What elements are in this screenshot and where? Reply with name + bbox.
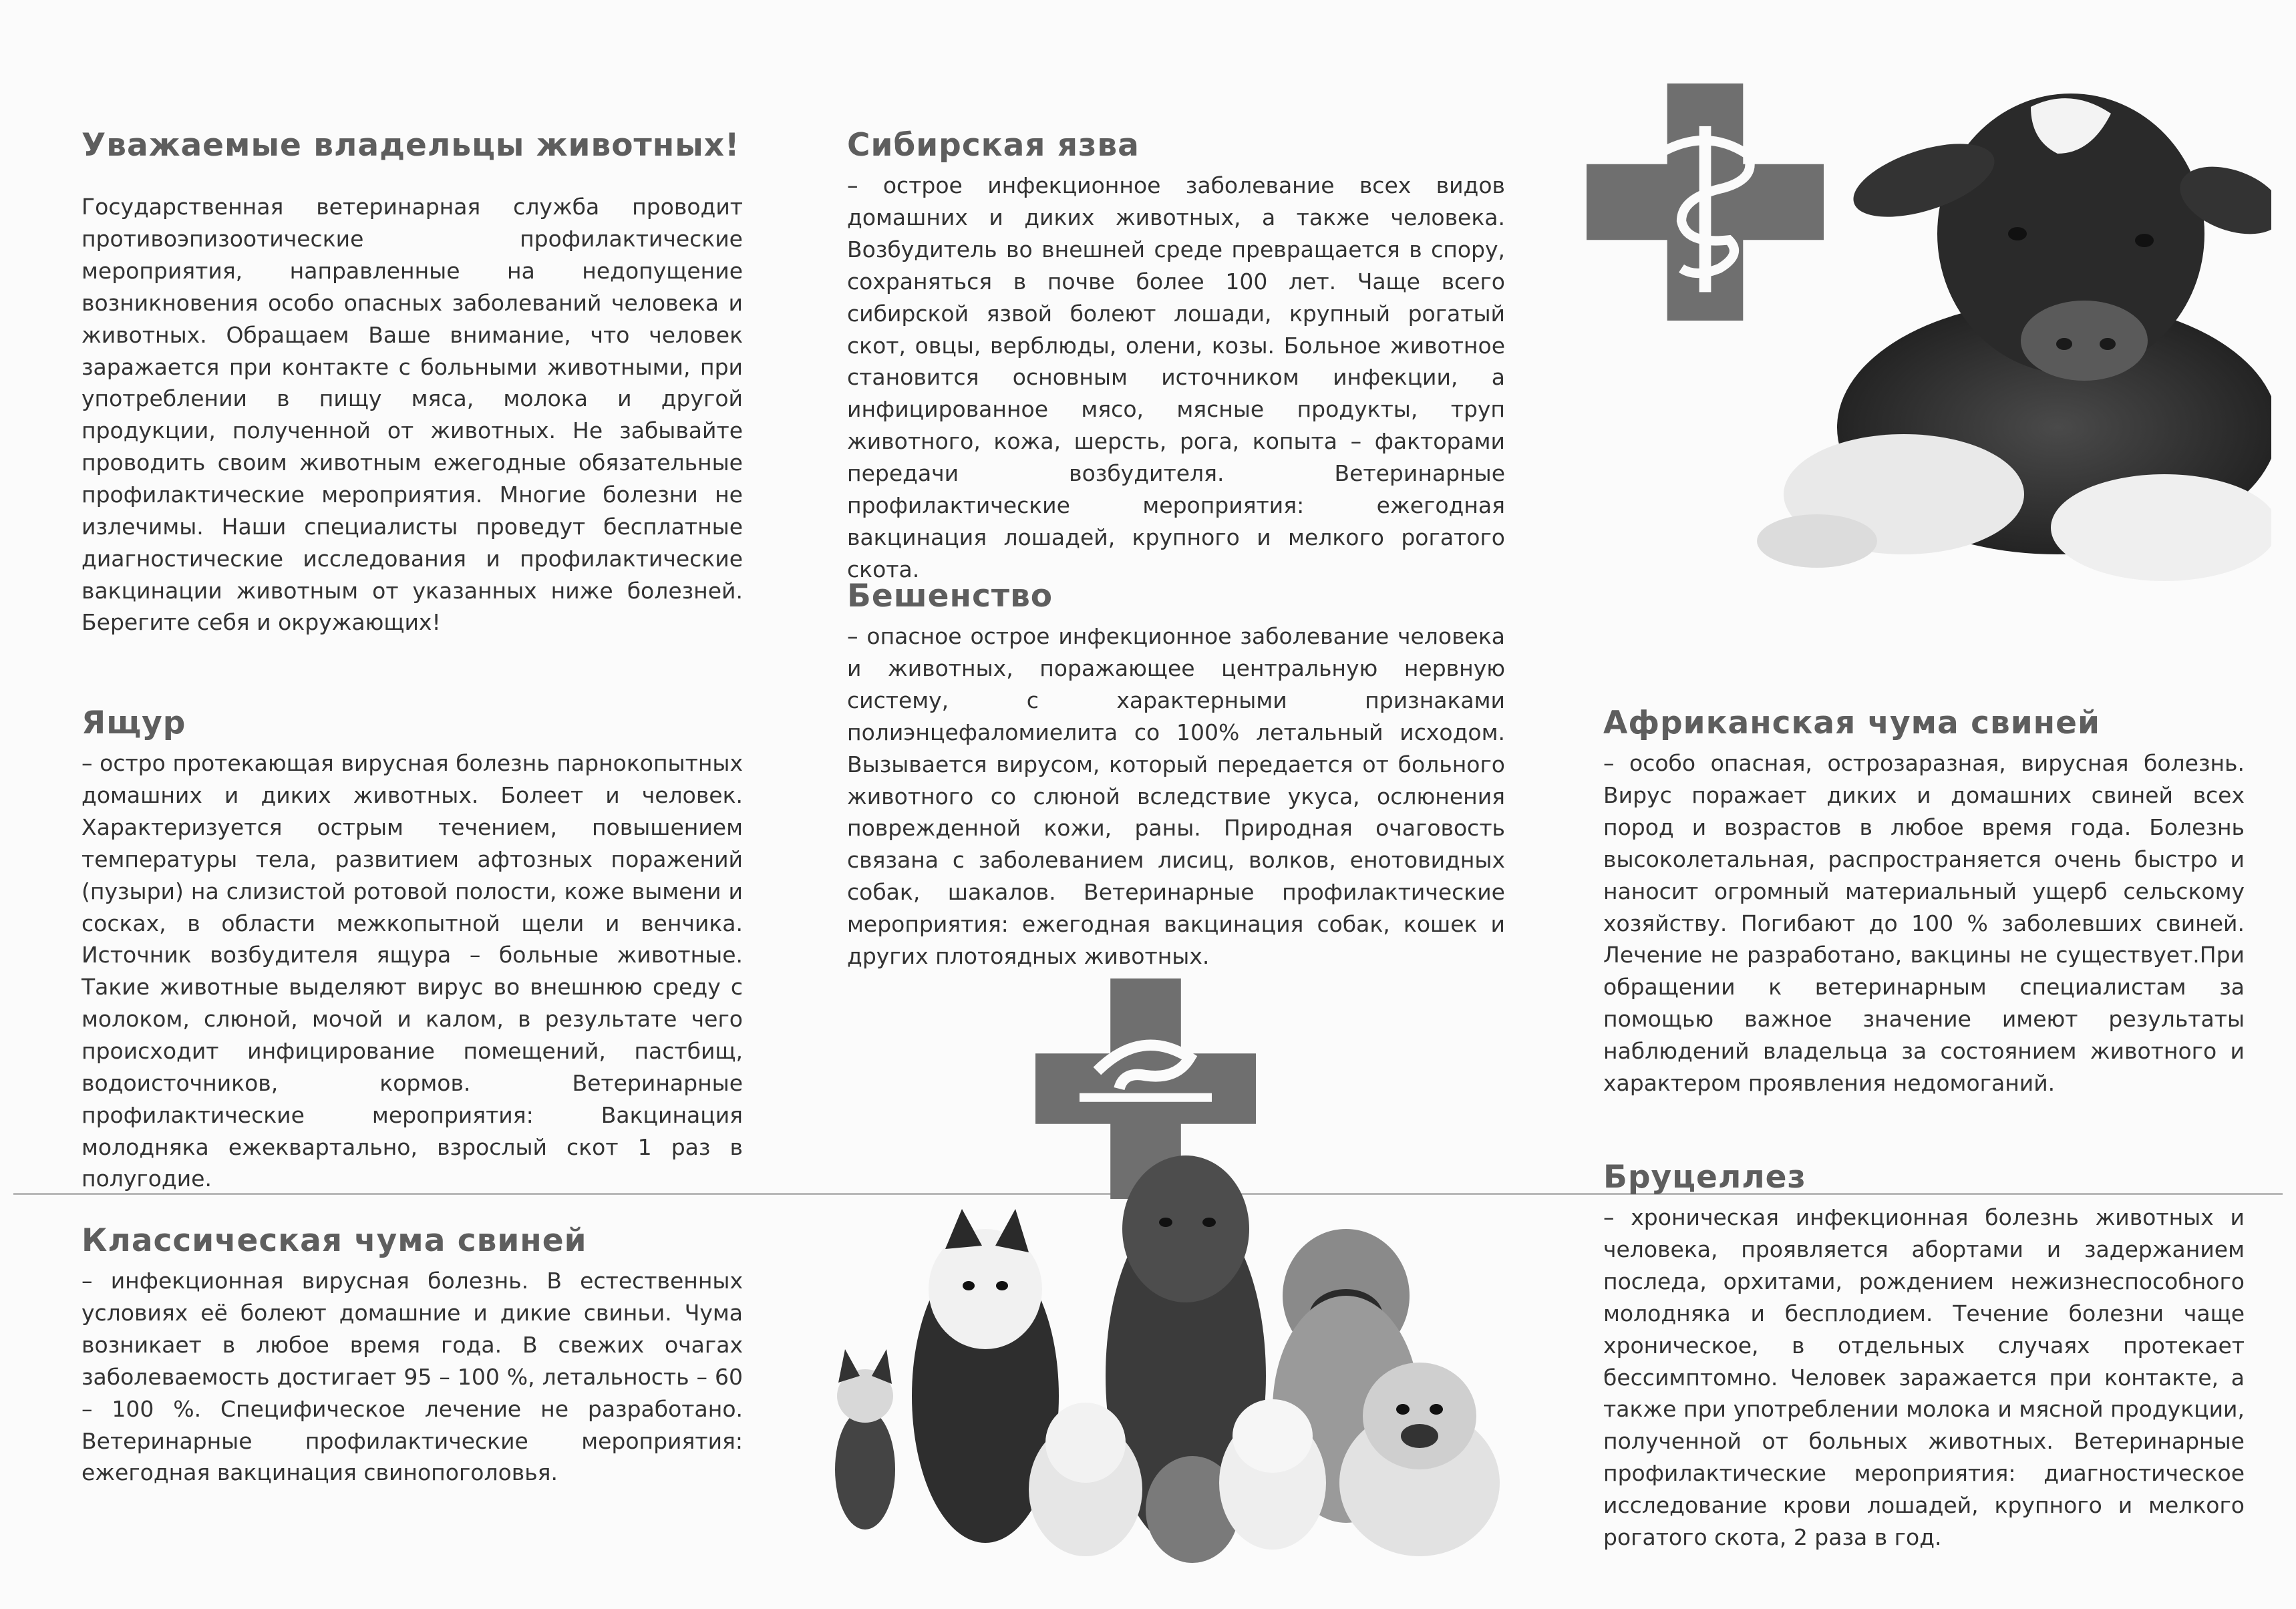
rabies-title: Бешенство — [847, 578, 1053, 614]
brucellosis-section — [1603, 1159, 2245, 1554]
asf-text: – особо опасная, острозаразная, вирусная болезнь. Вирус поражает диких и домашних свиней всех пород и возрастов в любое время года. Болезнь высоколетальная, распространяется очень быстро и наносит огромный материальный ущерб сельскому хозяйству. Погибают до 100 % заболевших свиней. Лечение не разработано, вакцины не существует.При обращении к ветеринарным специалистам за помощью важное значение имеют результаты наблюдений владельца за состоянием животного и характером проявления недомоганий. — [1603, 750, 2245, 1096]
rabies-text: – опасное острое инфекционное заболевание человека и животных, поражающее центральную нервную систему, с характерными признаками полиэнцефаломиелита со 100% летальный исходом. Вызывается вирусом, который передается от больного животного со слюной вследствие укуса, ослюнения поврежденной кожи, раны. Природная очаговость связана с заболеванием лисиц, волков, енотовидных собак, шакалов. Ветеринарные профилактические мероприятия: ежегодная вакцинация собак, кошек и других плотоядных животных. — [847, 623, 1505, 969]
dogs-group-photo — [818, 1095, 1553, 1563]
fmd-title: Ящур — [81, 705, 186, 741]
intro-text: Государственная ветеринарная служба проводит противоэпизоотические профилактические мероприятия, направленные на недопущение возникновения особо опасных заболеваний человека и животных. Обращаем Ваше внимание, что человек заражается при контакте с больными животными, при употреблении в пищу мяса, молока и другой продукции, полученной от животных. Не забывайте проводить своим животным ежегодные обязательные профилактические мероприятия. Многие болезни не излечимы. Наши специалисты проведут бесплатные диагностические исследования и профилактические вакцинации животным от указанных ниже болезней. Берегите себя и окружающих! — [81, 194, 743, 636]
rabies-section — [847, 578, 1505, 972]
intro-section — [81, 127, 743, 639]
fmd-section — [81, 705, 743, 1195]
brucellosis-title: Бруцеллез — [1603, 1159, 1806, 1196]
asf-section — [1603, 705, 2245, 1099]
anthrax-title: Сибирская язва — [847, 127, 1140, 164]
calf-photo — [1683, 80, 2271, 601]
csf-text: – инфекционная вирусная болезнь. В естественных условиях её болеют домашние и дикие свиньи. Чума возникает в любое время года. В свежих очагах заболеваемость достигает 95 – 100 %, летальность – 60 – 100 %. Специфическое лечение не разработано. Ветеринарные профилактические мероприятия: ежегодная вакцинация свинопоголовья. — [81, 1268, 743, 1486]
intro-title: Уважаемые владельцы животных! — [81, 127, 740, 164]
csf-section — [81, 1222, 743, 1489]
brucellosis-text: – хроническая инфекционная болезнь животных и человека, проявляется абортами и задержанием последа, орхитами, рождением нежизнеспособного молодняка и бесплодием. Течение болезни чаще хроническое, в отдельных случаях протекает бессимптомно. Человек заражается при контакте, а также при употреблении молока и мясной продукции, полученной от больных животных. Ветеринарные профилактические мероприятия: диагностическое исследование крови лошадей, крупного и мелкого рогатого скота, 2 раза в год. — [1603, 1204, 2245, 1550]
anthrax-section — [847, 127, 1505, 585]
anthrax-text: – острое инфекционное заболевание всех видов домашних и диких животных, а также человека. Возбудитель во внешней среде превращается в спору, сохраняться в почве более 100 лет. Чаще всего сибирской язвой болеют лошади, крупный рогатый скот, овцы, верблюды, олени, козы. Больное животное становится основным источником инфекции, а инфицированное мясо, мясные продукты, труп животного, кожа, шерсть, рога, копыта – факторами передачи возбудителя. Ветеринарные профилактические мероприятия: ежегодная вакцинация лошадей, крупного и мелкого рогатого скота. — [847, 172, 1505, 582]
asf-title: Африканская чума свиней — [1603, 705, 2100, 741]
fmd-text: – остро протекающая вирусная болезнь парнокопытных домашних и диких животных. Болеет и человек. Характеризуется острым течением, повышением температуры тела, развитием афтозных поражений (пузыри) на слизистой ротовой полости, коже вымени и сосках, в области межкопытной щели и венчика. Источник возбудителя ящура – больные животные. Такие животные выделяют вирус во внешнюю среду с молоком, слюной, мочой и калом, в результате чего происходит инфицирование помещений, пастбищ, водоисточников, кормов. Ветеринарные профилактические мероприятия: Вакцинация молодняка ежеквартально, взрослый скот 1 раз в полугодие. — [81, 750, 743, 1192]
csf-title: Классическая чума свиней — [81, 1222, 587, 1259]
